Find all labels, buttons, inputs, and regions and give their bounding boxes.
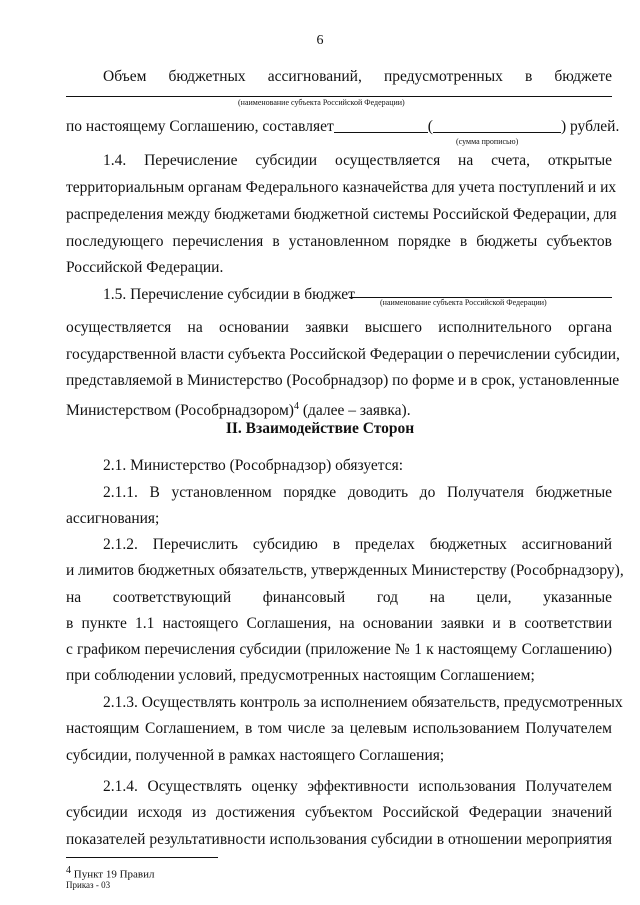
p212-line: с графиком перечисления субсидии (приложение № 1 к настоящему Соглашению) (66, 641, 612, 658)
p15-last-line (66, 397, 411, 421)
p14-last-line: Российской Федерации. (66, 259, 224, 276)
p211-line: 2.1.1. В установленном порядке доводить до Получателя бюджетные (103, 484, 612, 501)
p1-line1: Объем бюджетных ассигнований, предусмотренных в бюджете (103, 68, 612, 85)
footnote-mark: 4 (66, 865, 71, 876)
p15-last-a: Министерством (Рособрнадзором) (66, 402, 294, 420)
p212-line: и лимитов бюджетных обязательств, утвержденных Министерству (Рособрнадзору), (66, 562, 624, 579)
p1-paren-open: ( (427, 118, 433, 135)
p14-line: распределения между бюджетами бюджетной системы Российской Федерации, для (66, 206, 617, 223)
p212-line: в пункте 1.1 настоящего Соглашения, на основании заявки и в соответствии (66, 615, 612, 632)
p212-line: 2.1.2. Перечислить субсидию в пределах бюджетных ассигнований (103, 536, 612, 553)
p213-line: 2.1.3. Осуществлять контроль за исполнением обязательств, предусмотренных (103, 694, 623, 711)
p15-line: осуществляется на основании заявки высшего исполнительного органа (66, 319, 612, 336)
p214-line: показателей результативности использования субсидии в отношении мероприятия (66, 831, 612, 848)
p212-last-line: при соблюдении условий, предусмотренных настоящим Соглашением; (66, 667, 535, 684)
section-heading: II. Взаимодействие Сторон (225, 420, 415, 437)
p1-note-subject: (наименование субъекта Российской Федерации) (238, 98, 405, 107)
p214-line: субсидии исходя из достижения субъектом Российской Федерации значений (66, 804, 612, 821)
p213-last-line: субсидии, полученной в рамках настоящего Соглашения; (66, 747, 445, 764)
p1-line2-end: ) рублей. (560, 118, 620, 135)
p15-last-b: (далее – заявка). (298, 402, 411, 420)
p1-amount-blank (334, 117, 428, 133)
p15-note-subject: (наименование субъекта Российской Федерации) (380, 298, 547, 307)
footnote (66, 864, 154, 882)
footnote-ref: 4 (293, 401, 299, 412)
p211-last-line: ассигнования; (66, 510, 160, 527)
p1-line2 (66, 117, 619, 137)
p212-line: на соответствующий финансовый год на цели, указанные (66, 589, 612, 606)
p14-line: 1.4. Перечисление субсидии осуществляется на счета, открытые (103, 152, 612, 169)
page-number: 6 (316, 33, 324, 48)
p15-line: государственной власти субъекта Российской Федерации о перечислении субсидии, (66, 346, 620, 363)
p15-line: представляемой в Министерство (Рособрнадзор) по форме и в срок, установленные (66, 372, 620, 389)
p213-line: настоящим Соглашением, в том числе за целевым использованием Получателем (66, 720, 612, 737)
p1-note-words: (сумма прописью) (456, 137, 519, 146)
footnote-text: Пункт 19 Правил (71, 868, 155, 881)
p214-line: 2.1.4. Осуществлять оценку эффективности использования Получателем (103, 778, 612, 795)
p1-words-blank (433, 117, 561, 133)
p14-line: территориальным органам Федерального казначейства для учета поступлений и их (66, 179, 617, 196)
footnote-rule (66, 857, 218, 858)
p14-line: последующего перечисления в установленном порядке в бюджеты субъектов (66, 233, 612, 250)
p21-line: 2.1. Министерство (Рособрнадзор) обязуется: (103, 457, 404, 474)
order-label: Приказ - 03 (66, 880, 111, 890)
p1-blank-subject (66, 96, 612, 97)
p15-line1: 1.5. Перечисление субсидии в бюджет (103, 286, 355, 303)
p1-line2-text: по настоящему Соглашению, составляет (66, 118, 334, 135)
